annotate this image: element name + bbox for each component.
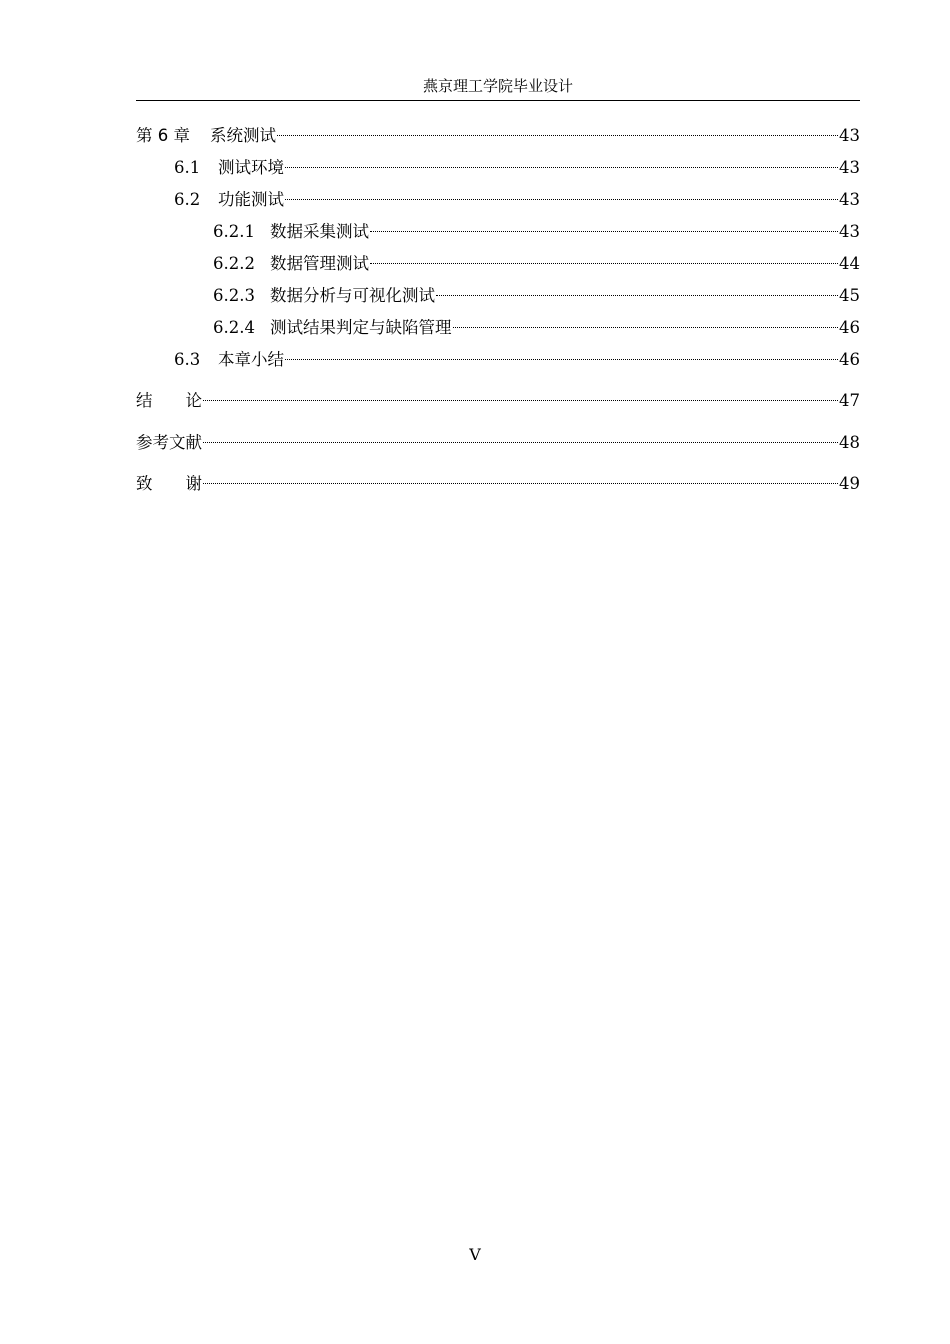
- toc-entry-title: 致 谢: [136, 474, 202, 493]
- toc-entry-6-2-4[interactable]: [213, 311, 860, 337]
- toc-leader-dots: [285, 183, 838, 205]
- toc-entry-title: 数据采集测试: [270, 222, 369, 241]
- toc-entry-references[interactable]: [136, 426, 860, 452]
- toc-entry-title: 数据分析与可视化测试: [270, 286, 435, 305]
- toc-entry-number: 6.1: [174, 158, 201, 177]
- toc-entry-6-2-2[interactable]: [213, 247, 860, 273]
- toc-leader-dots: [277, 119, 838, 141]
- toc-entry-page: 43: [839, 190, 860, 209]
- toc-entry-title: 测试环境: [218, 158, 284, 177]
- toc-entry-title: 功能测试: [218, 190, 284, 209]
- toc-leader-dots: [285, 343, 838, 365]
- toc-entry-acknowledgements[interactable]: [136, 467, 860, 493]
- toc-entry-number: 6.2.3: [213, 286, 255, 305]
- toc-entry-6-3[interactable]: [174, 343, 860, 369]
- toc-entry-page: 46: [839, 318, 860, 337]
- toc-entry-page: 49: [839, 474, 860, 493]
- toc-entry-6-2-1[interactable]: [213, 215, 860, 241]
- toc-entry-number: 第 6 章: [136, 126, 190, 145]
- toc-leader-dots: [370, 247, 838, 269]
- toc-entry-page: 43: [839, 222, 860, 241]
- toc-entry-page: 43: [839, 126, 860, 145]
- toc-entry-title: 测试结果判定与缺陷管理: [270, 318, 452, 337]
- toc-entry-title: 本章小结: [218, 350, 284, 369]
- toc-entry-title: 参考文献: [136, 433, 202, 452]
- toc-leader-dots: [203, 426, 838, 448]
- toc-leader-dots: [370, 215, 838, 237]
- page-number: V: [469, 1245, 481, 1264]
- toc-entry-conclusion[interactable]: [136, 384, 860, 410]
- toc-leader-dots: [285, 151, 838, 173]
- toc-entry-page: 45: [839, 286, 860, 305]
- toc-entry-page: 48: [839, 433, 860, 452]
- toc-entry-number: 6.2.4: [213, 318, 255, 337]
- running-header: 燕京理工学院毕业设计: [422, 77, 573, 95]
- toc-leader-dots: [453, 311, 839, 333]
- toc-entry-number: 6.2.1: [213, 222, 255, 241]
- toc-entry-6-1[interactable]: [174, 151, 860, 177]
- toc-entry-chapter-6[interactable]: [136, 119, 860, 145]
- toc-entry-title: 数据管理测试: [270, 254, 369, 273]
- toc-leader-dots: [203, 467, 838, 489]
- toc-entry-page: 46: [839, 350, 860, 369]
- toc-leader-dots: [203, 384, 838, 406]
- toc-leader-dots: [436, 279, 838, 301]
- toc-entry-number: 6.3: [174, 350, 201, 369]
- header-rule: [136, 100, 860, 101]
- toc-entry-page: 44: [839, 254, 860, 273]
- toc-entry-6-2-3[interactable]: [213, 279, 860, 305]
- toc-entry-page: 43: [839, 158, 860, 177]
- toc-entry-6-2[interactable]: [174, 183, 860, 209]
- toc-entry-number: 6.2.2: [213, 254, 255, 273]
- toc-entry-number: 6.2: [174, 190, 201, 209]
- toc-entry-title: 系统测试: [210, 126, 276, 145]
- toc-entry-page: 47: [839, 391, 860, 410]
- toc-entry-title: 结 论: [136, 391, 202, 410]
